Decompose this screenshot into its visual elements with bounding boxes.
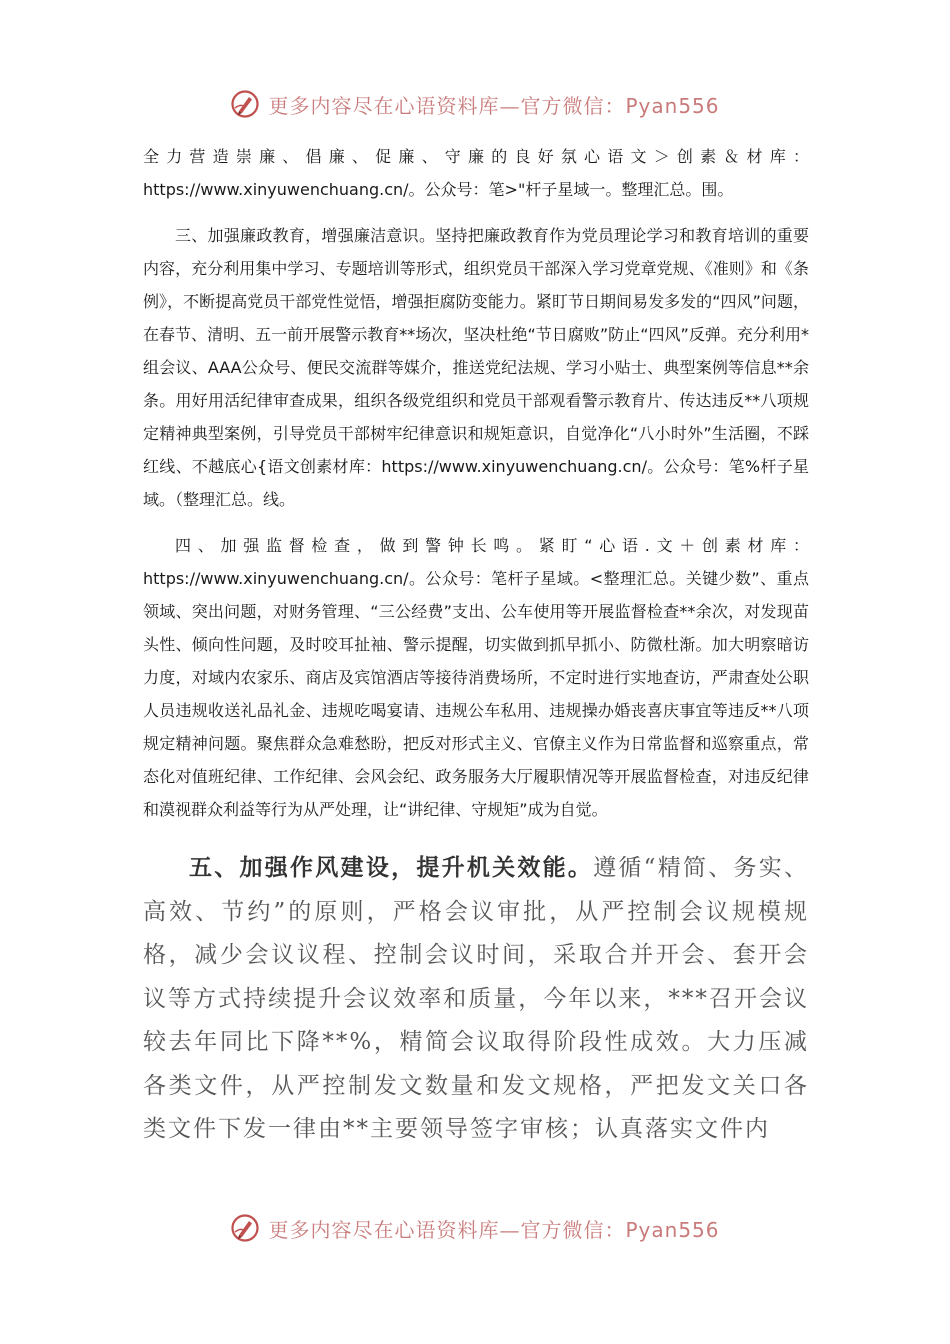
paragraph-section-5: [143, 846, 809, 1152]
footer-banner: [0, 1208, 950, 1248]
document-body: [143, 140, 809, 1152]
header-wechat-id: Pyan556: [625, 93, 720, 118]
pen-logo-icon: [230, 1213, 260, 1243]
header-banner-text: 更多内容尽在心语资料库—官方微信：Pyan556: [268, 93, 720, 118]
paragraph-continuation: 全力营造崇廉、倡廉、促廉、守廉的良好氛心语文＞创素＆材库：https://www.xinyuwenchuang.cn/。公众号：笔>"杆子星域一。整理汇总。围。: [143, 147, 809, 199]
paragraph-section-4: 四、加强监督检查，做到警钟长鸣。紧盯“心语.文＋创素材库：https://www.xinyuwenchuang.cn/。公众号：笔杆子星域。<整理汇总。关键少数”、重点领域、突出问题，对财务管理、“三公经费”支出、公车使用等开展监督检查**余次，对发现苗头性、倾向性问题，及时咬耳扯袖、警示提醒，切实做到抓早抓小、防微杜渐。加大明察暗访力度，对域内农家乐、商店及宾馆酒店等接待消费场所，不定时进行实地查访，严肃查处公职人员违规收送礼品礼金、违规吃喝宴请、违规公车私用、违规操办婚丧喜庆事宜等违反**八项规定精神问题。聚焦群众急难愁盼，把反对形式主义、官僚主义作为日常监督和巡察重点，常态化对值班纪律、工作纪律、会风会纪、政务服务大厅履职情况等开展监督检查，对违反纪律和漠视群众利益等行为从严处理，让“讲纪律、守规矩”成为自觉。: [143, 536, 809, 819]
section-5-heading: 五、加强作风建设，提升机关效能。: [189, 854, 594, 881]
pen-logo-icon: [230, 89, 260, 119]
header-banner: [0, 84, 950, 124]
paragraph-section-3: 三、加强廉政教育，增强廉洁意识。坚持把廉政教育作为党员理论学习和教育培训的重要内容，充分利用集中学习、专题培训等形式，组织党员干部深入学习党章党规、《准则》和《条例》，不断提高党员干部党性觉悟，增强拒腐防变能力。紧盯节日期间易发多发的“四风”问题，在春节、清明、五一前开展警示教育**场次，坚决杜绝“节日腐败”防止“四风”反弹。充分利用*组会议、AAA公众号、便民交流群等媒介，推送党纪法规、学习小贴士、典型案例等信息**余条。用好用活纪律审查成果，组织各级党组织和党员干部观看警示教育片、传达违反**八项规定精神典型案例，引导党员干部树牢纪律意识和规矩意识，自觉净化“八小时外”生活圈，不踩红线、不越底心{语文创素材库：https://www.xinyuwenchuang.cn/。公众号：笔%杆子星域。（整理汇总。线。: [143, 226, 809, 509]
footer-banner-text: 更多内容尽在心语资料库—官方微信：Pyan556: [268, 1217, 720, 1242]
section-5-body: 遵循“精简、务实、高效、节约”的原则，严格会议审批，从严控制会议规模规格，减少会议议程、控制会议时间，采取合并开会、套开会议等方式持续提升会议效率和质量，今年以来，***召开会议较去年同比下降**%，精简会议取得阶段性成效。大力压减各类文件，从严控制发文数量和发文规格，严把发文关口各类文件下发一律由**主要领导签字审核；认真落实文件内: [143, 855, 809, 1142]
footer-wechat-id: Pyan556: [625, 1217, 720, 1242]
